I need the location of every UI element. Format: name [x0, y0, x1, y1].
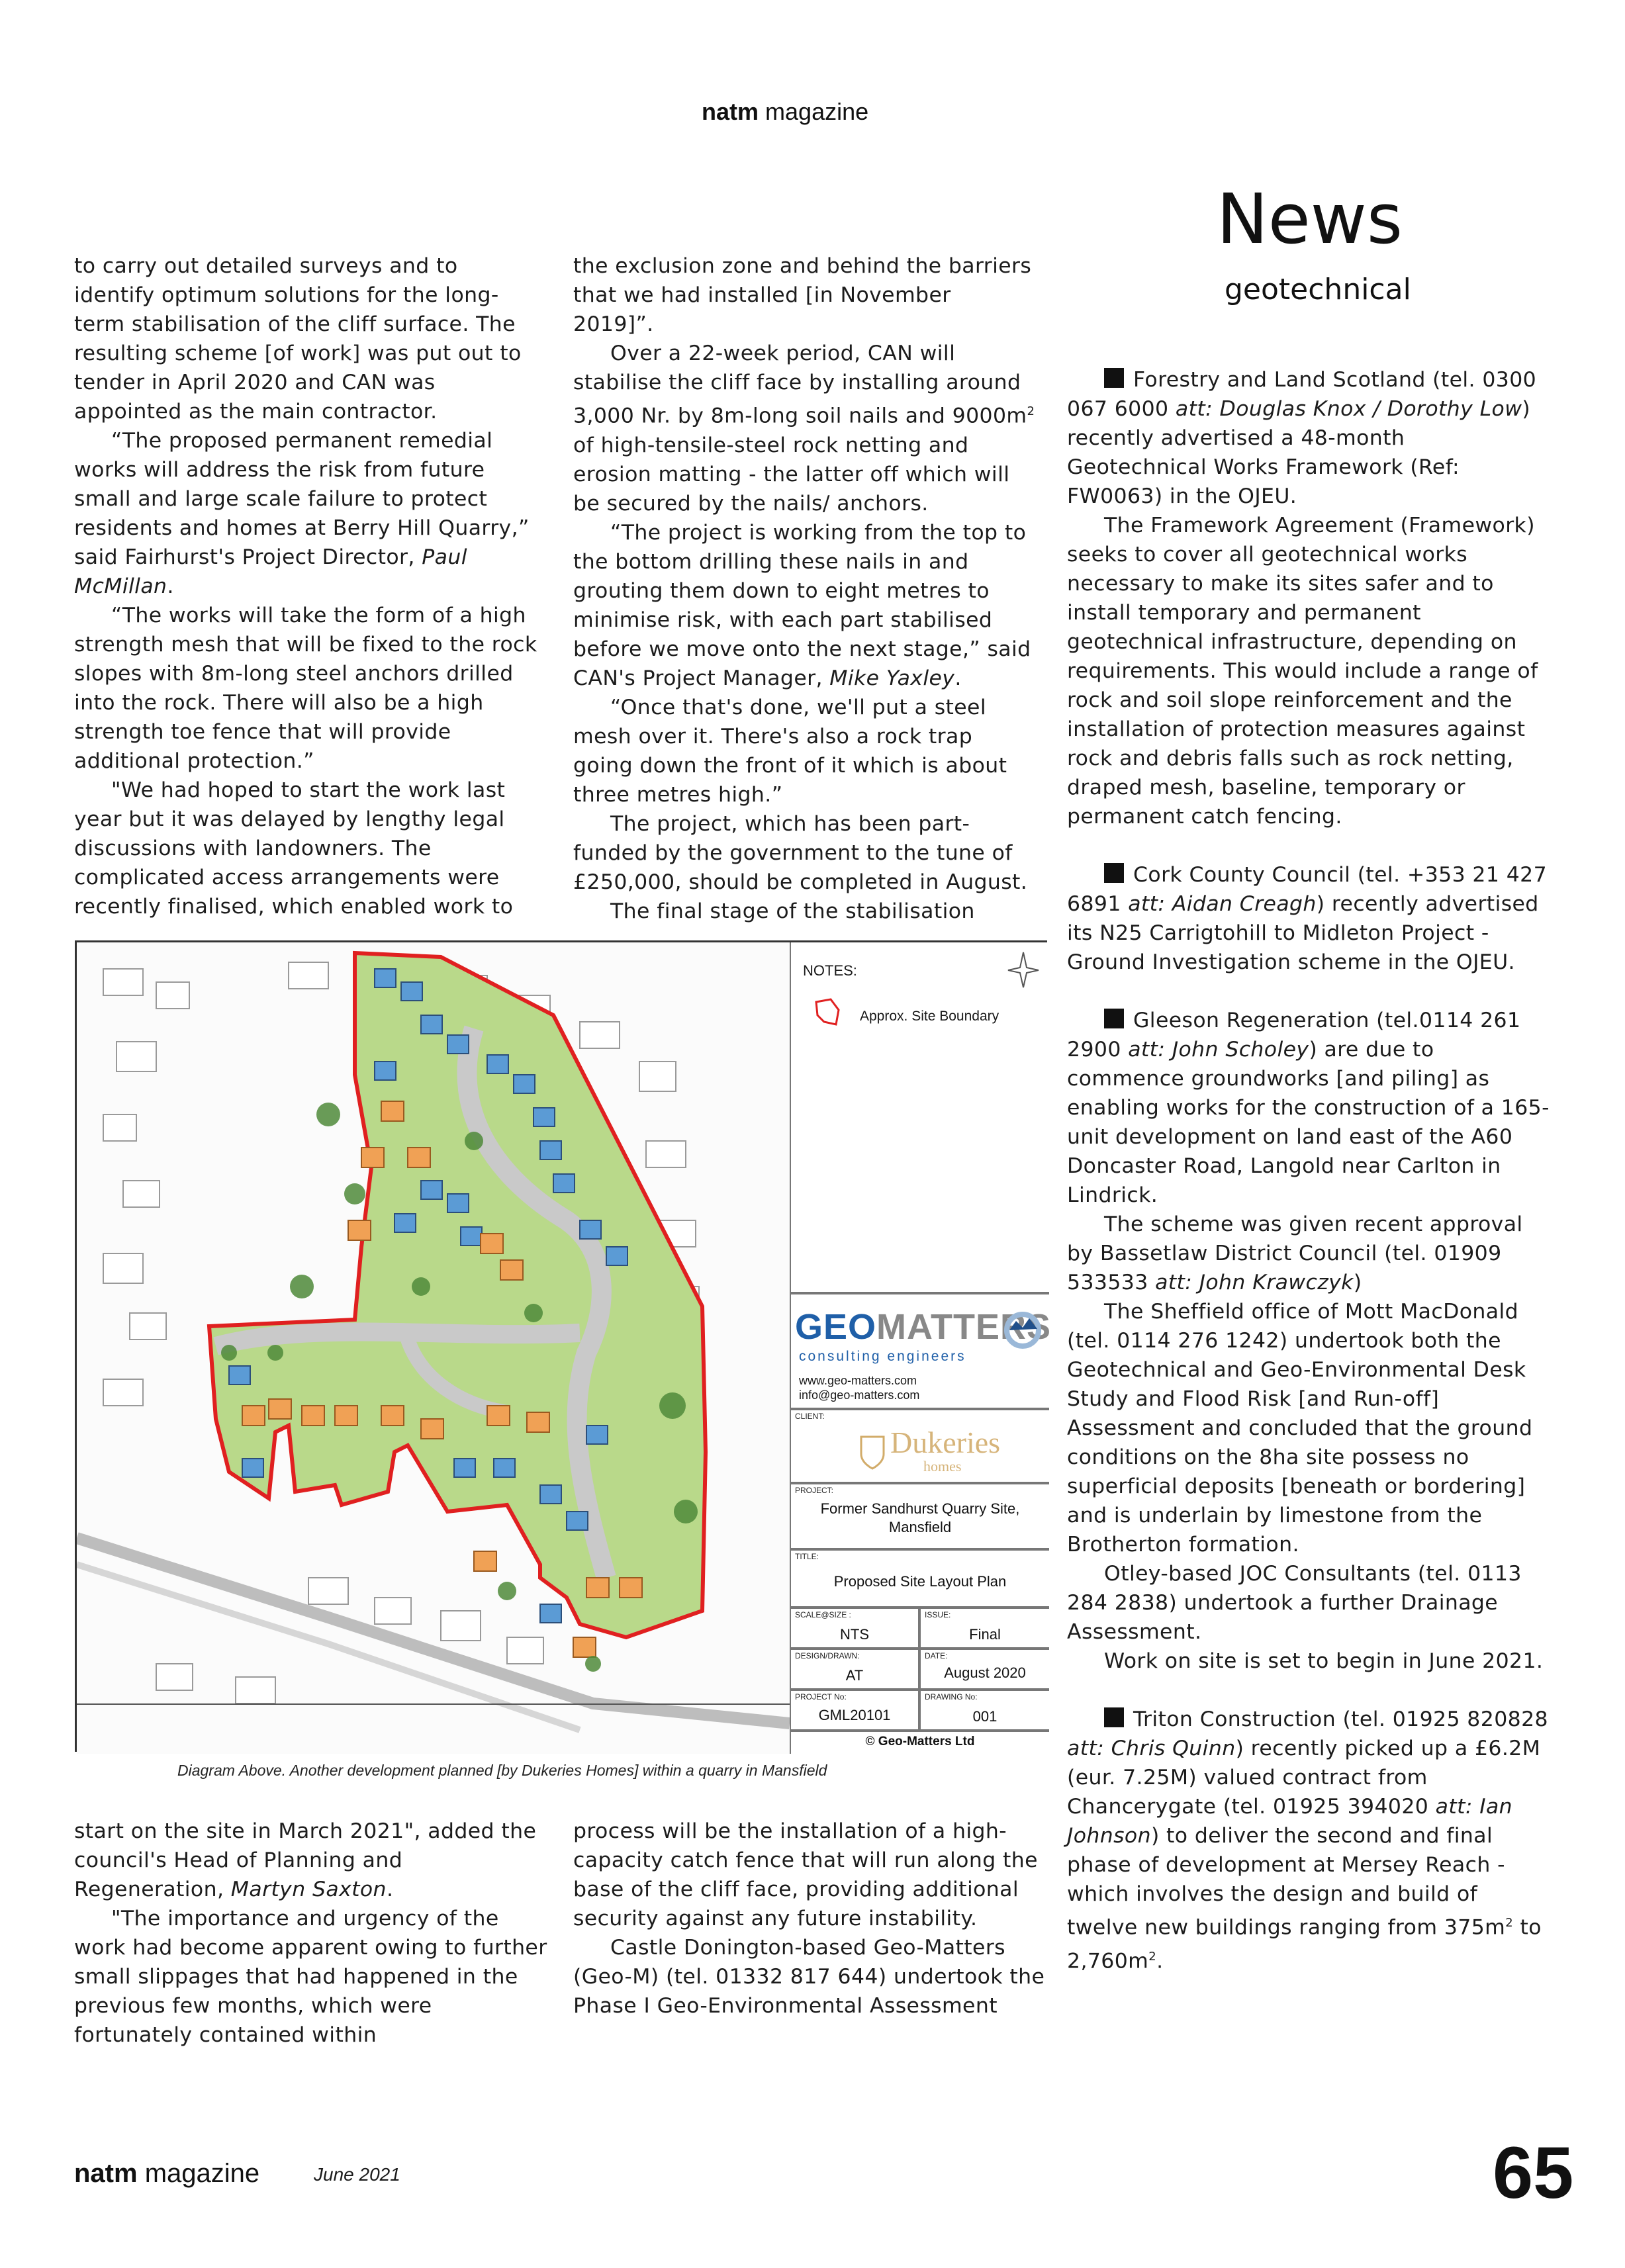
paragraph: Castle Donington-based Geo-Matters (Geo-M) (tel. 01332 817 644) undertook the Phase I Geo-Environmental Assessment — [573, 1936, 1045, 2018]
paragraph: "The importance and urgency of the work had become apparent owing to further small slippages that had happened in the previous few months, which were fortunately contained within — [74, 1907, 547, 2047]
copyright-text: © Geo-Matters Ltd — [865, 1735, 975, 1748]
title-panel — [790, 1549, 1049, 1608]
figure-caption: Diagram Above. Another development planned [by Dukeries Homes] within a quarry in Mansfield — [177, 1762, 827, 1779]
header-brand — [702, 98, 868, 126]
site-boundary-legend-icon — [811, 995, 844, 1028]
column-3-news — [1067, 365, 1550, 1975]
project-line2: Mansfield — [888, 1519, 952, 1535]
site-plan-drawing — [77, 942, 790, 1754]
paragraph: to carry out detailed surveys and to identify optimum solutions for the long-term stabilisation of the cliff surface. The resulting scheme [of work] was put out to tender in April 2020 and CAN was appointed as the main contractor. — [74, 254, 522, 424]
column-2-bottom — [573, 1817, 1050, 2020]
paragraph: The Framework Agreement (Framework) seeks to cover all geotechnical works necessary to make its sites safer and to install temporary and permanent geotechnical infrastructure, depending on requirements. This would include a range of rock and soil slope reinforcement and the installation of protection measures against rock and debris falls such as rock netting, draped mesh, baseline, temporary or permanent catch fencing. — [1067, 514, 1538, 829]
scale-cell — [790, 1608, 919, 1649]
column-1-top — [74, 251, 537, 921]
copyright-cell — [790, 1731, 1049, 1754]
news-item-triton: Triton Construction (tel. 01925 820828 att: Chris Quinn) recently picked up a £6.2M (eur. 7.25M) valued contract from Chancerygate (tel. 01925 394020 att: Ian Johnson) to deliver the second and final phase of development at Mersey Reach - which involves the design and build of twelve new buildings ranging from $375m^2$ to $2,760m^2$. — [1067, 1707, 1548, 1973]
project-number-cell — [790, 1690, 919, 1731]
paragraph: the exclusion zone and behind the barriers that we had installed [in November 2019]”. — [573, 254, 1032, 336]
client-panel — [790, 1409, 1049, 1483]
company-tagline: consulting engineers — [799, 1349, 966, 1364]
column-2-top — [573, 251, 1037, 926]
title-block — [790, 942, 1052, 1754]
paragraph: "We had hoped to start the work last year but it was delayed by lengthy legal discussions with landowners. The complicated access arrangements were recently finalised, which enabled work to — [74, 778, 514, 919]
north-arrow-icon — [1007, 949, 1040, 989]
project-number-label: PROJECT No: — [795, 1692, 847, 1701]
client-tagline: homes — [923, 1458, 962, 1474]
design-label: DESIGN/DRAWN: — [795, 1651, 860, 1660]
title-label: TITLE: — [795, 1552, 819, 1561]
header-brand-bold: natm — [702, 98, 759, 125]
section-subtitle: geotechnical — [1225, 273, 1411, 306]
column-1-bottom — [74, 1817, 551, 2050]
paragraph: process will be the installation of a high-capacity catch fence that will run along the base of the cliff face, providing additional security against any future instability. — [573, 1819, 1038, 1930]
bullet-square-icon — [1104, 863, 1124, 883]
section-title: News — [1217, 179, 1403, 259]
legend-label: Approx. Site Boundary — [860, 1009, 999, 1024]
news-item-forestry: Forestry and Land Scotland (tel. 0300 067 6000 att: Douglas Knox / Dorothy Low) recently advertised a 48-month Geotechnical Works Framework (Ref: FW0063) in the OJEU. — [1067, 368, 1537, 508]
notes-panel — [790, 942, 1049, 1293]
company-panel — [790, 1293, 1052, 1409]
news-item-gleeson: Gleeson Regeneration (tel.0114 261 2900 att: John Scholey) are due to commence groundworks [and piling] as enabling works for the construction of a 165-unit development on land east of the A60 Doncaster Road, Langold near Carlton in Lindrick. — [1067, 1009, 1550, 1207]
client-crest-icon — [856, 1431, 889, 1471]
bullet-square-icon — [1104, 368, 1124, 388]
issue-cell — [919, 1608, 1049, 1649]
paragraph: The project, which has been part-funded by the government to the tune of £250,000, should be completed in August. — [573, 811, 1028, 894]
paragraph: start on the site in March 2021", added the council's Head of Planning and Regeneration, Martyn Saxton. — [74, 1819, 537, 1901]
paragraph: The final stage of the stabilisation — [610, 899, 975, 923]
news-item-cork: Cork County Council (tel. +353 21 427 6891 att: Aidan Creagh) recently advertised its N25 Carrigtohill to Midleton Project - Ground Investigation scheme in the OJEU. — [1067, 863, 1548, 974]
paragraph: The scheme was given recent approval by Bassetlaw District Council (tel. 01909 533533 att: John Krawczyk) — [1067, 1212, 1523, 1294]
company-email: info@geo-matters.com — [799, 1388, 920, 1402]
issue-label: ISSUE: — [925, 1610, 951, 1619]
paragraph: “The proposed permanent remedial works will address the risk from future small and large scale failure to protect residents and homes at Berry Hill Quarry,” said Fairhurst's Project Director, Paul McMillan. — [74, 429, 530, 598]
paragraph: Work on site is set to begin in June 2021. — [1104, 1649, 1544, 1673]
issue-value: Final — [969, 1626, 1001, 1643]
title-value: Proposed Site Layout Plan — [833, 1573, 1007, 1590]
plan-bottom-rule — [77, 1703, 790, 1705]
paragraph: “The project is working from the top to the bottom drilling these nails in and grouting them down to eight metres to minimise risk, with each part stabilised before we move onto the next stage,” said CAN's Project Manager, Mike Yaxley. — [573, 520, 1031, 690]
design-cell — [790, 1649, 919, 1690]
date-label: DATE: — [925, 1651, 948, 1660]
design-value: AT — [845, 1667, 864, 1684]
company-matters: MATTERS — [876, 1307, 1052, 1347]
project-panel — [790, 1483, 1049, 1549]
company-geo: GEO — [795, 1307, 877, 1347]
drawing-number-label: DRAWING No: — [925, 1692, 978, 1701]
header-brand-rest: magazine — [765, 98, 869, 125]
bullet-square-icon — [1104, 1707, 1124, 1727]
date-value: August 2020 — [944, 1664, 1026, 1681]
company-website: www.geo-matters.com — [799, 1374, 917, 1387]
date-cell — [919, 1649, 1049, 1690]
paragraph: Otley-based JOC Consultants (tel. 0113 284 2838) undertook a further Drainage Assessment. — [1067, 1562, 1522, 1644]
project-number-value: GML20101 — [818, 1707, 891, 1723]
site-layout-plan — [75, 940, 1052, 1752]
page-number: 65 — [1493, 2132, 1574, 2214]
company-logo-icon — [1003, 1310, 1043, 1350]
footer-brand-rest: magazine — [144, 2159, 260, 2188]
bullet-square-icon — [1104, 1009, 1124, 1028]
scale-value: NTS — [840, 1626, 869, 1643]
paragraph: “Once that's done, we'll put a steel mesh over it. There's also a rock trap going down the front of it which is about three metres high.” — [573, 695, 1007, 807]
footer-brand — [74, 2159, 259, 2189]
paragraph: Over a 22-week period, CAN will stabilise the cliff face by installing around 3,000 Nr. by 8m-long soil nails and $9000m^2$ of high-tensile-steel rock netting and erosion matting - the latter off which will be secured by the nails/ anchors. — [573, 341, 1035, 516]
project-label: PROJECT: — [795, 1486, 834, 1495]
paragraph: “The works will take the form of a high strength mesh that will be fixed to the rock slopes with 8m-long steel anchors drilled into the rock. There will also be a high strength toe fence that will provide additional protection.” — [74, 604, 537, 773]
footer-date: June 2021 — [314, 2164, 400, 2185]
footer-brand-bold: natm — [74, 2159, 138, 2188]
drawing-number-value: 001 — [972, 1708, 998, 1725]
notes-label: NOTES: — [803, 962, 857, 979]
client-name: Dukeries — [890, 1426, 1001, 1459]
client-label: CLIENT: — [795, 1412, 825, 1421]
paragraph: The Sheffield office of Mott MacDonald (tel. 0114 276 1242) undertook both the Geotechnical and Geo-Environmental Desk Study and Flood Risk [and Run-off] Assessment and concluded that the ground conditions on the 8ha site possess no superficial deposits [beneath or bordering] and is underlain by limestone from the Brotherton formation. — [1067, 1300, 1533, 1557]
project-line1: Former Sandhurst Quarry Site, — [820, 1500, 1020, 1517]
drawing-number-cell — [919, 1690, 1049, 1731]
scale-label: SCALE@SIZE : — [795, 1610, 851, 1619]
